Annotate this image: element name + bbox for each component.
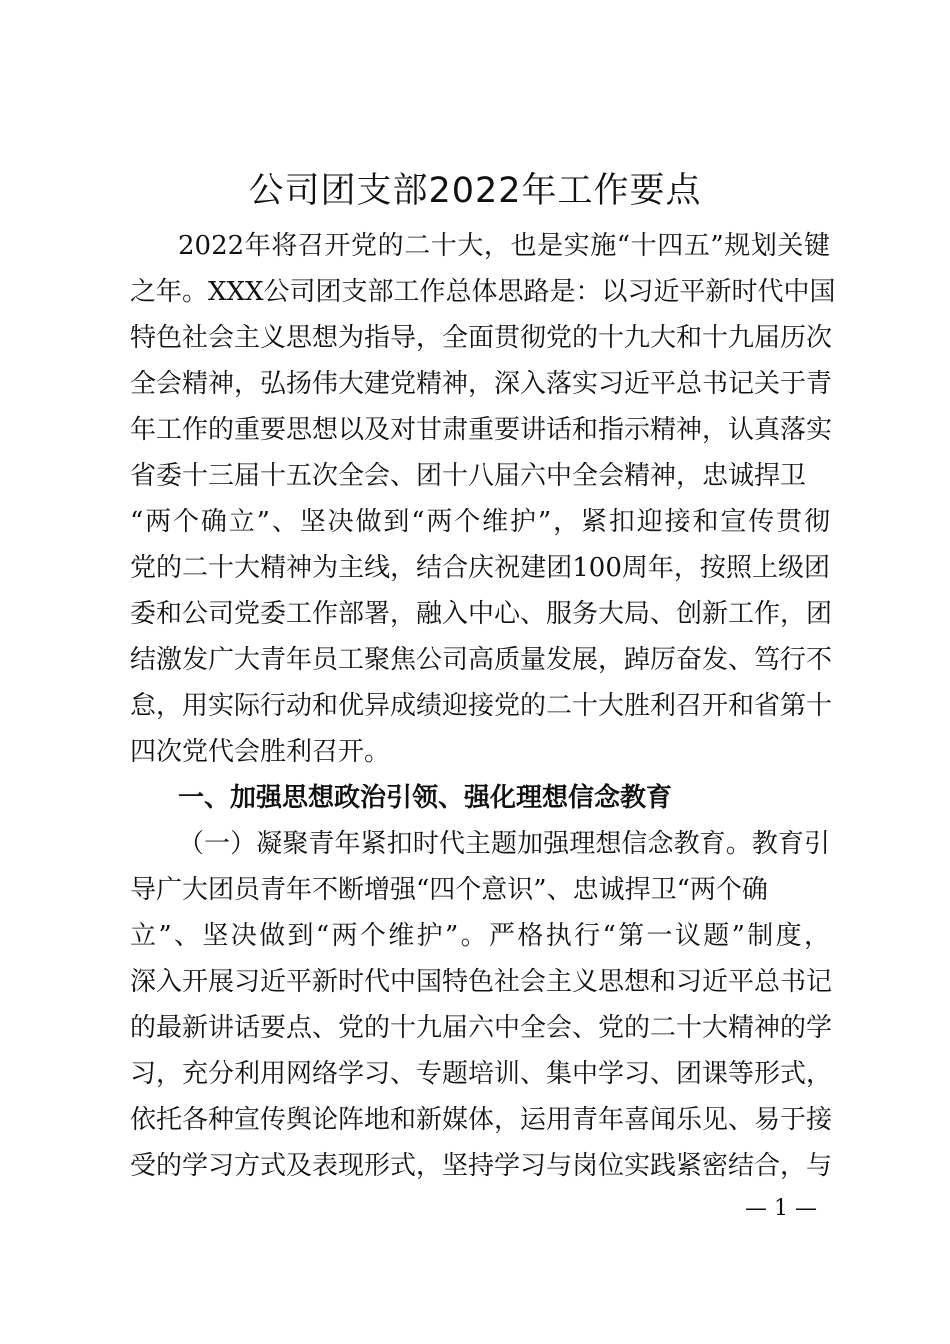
section-heading: 一、加强思想政治引领、强化理想信念教育 (178, 783, 673, 813)
paragraph-line: 结激发广大青年员工聚焦公司高质量发展，踔厉奋发、笃行不 (130, 645, 833, 675)
paragraph-line: 省委十三届十五次全会、团十八届六中全会精神，忠诚捍卫 (130, 461, 807, 491)
page-number: — 1 — (745, 1196, 817, 1221)
paragraph-line: “两个确立”、坚决做到“两个维护”，紧扣迎接和宣传贯彻 (130, 507, 830, 537)
paragraph-line: 深入开展习近平新时代中国特色社会主义思想和习近平总书记 (130, 967, 833, 997)
paragraph-line: 2022年将召开党的二十大，也是实施“十四五”规划关键 (178, 231, 830, 261)
paragraph-line: 的最新讲话要点、党的十九届六中全会、党的二十大精神的学 (130, 1013, 833, 1043)
paragraph-line: 习，充分利用网络学习、专题培训、集中学习、团课等形式， (130, 1059, 833, 1089)
paragraph-line: 依托各种宣传舆论阵地和新媒体，运用青年喜闻乐见、易于接 (130, 1105, 833, 1135)
paragraph-line: 全会精神，弘扬伟大建党精神，深入落实习近平总书记关于青 (130, 369, 833, 399)
paragraph-line: 四次党代会胜利召开。 (130, 737, 391, 767)
paragraph-line: 年工作的重要思想以及对甘肃重要讲话和指示精神，认真落实 (130, 415, 833, 445)
paragraph-line: 之年。XXX公司团支部工作总体思路是：以习近平新时代中国 (130, 277, 836, 307)
document-title: 公司团支部2022年工作要点 (248, 171, 702, 211)
paragraph-line: 委和公司党委工作部署，融入中心、服务大局、创新工作，团 (130, 599, 833, 629)
paragraph-line: 受的学习方式及表现形式，坚持学习与岗位实践紧密结合，与 (130, 1151, 833, 1181)
paragraph-line: 导广大团员青年不断增强“四个意识”、忠诚捍卫“两个确 (130, 875, 768, 905)
paragraph-line: 立”、坚决做到“两个维护”。严格执行“第一议题”制度， (130, 921, 830, 951)
paragraph-line: （一）凝聚青年紧扣时代主题加强理想信念教育。教育引 (178, 829, 830, 859)
paragraph-line: 党的二十大精神为主线，结合庆祝建团100周年，按照上级团 (130, 553, 830, 583)
paragraph-line: 怠，用实际行动和优异成绩迎接党的二十大胜利召开和省第十 (130, 691, 833, 721)
paragraph-line: 特色社会主义思想为指导，全面贯彻党的十九大和十九届历次 (130, 323, 833, 353)
